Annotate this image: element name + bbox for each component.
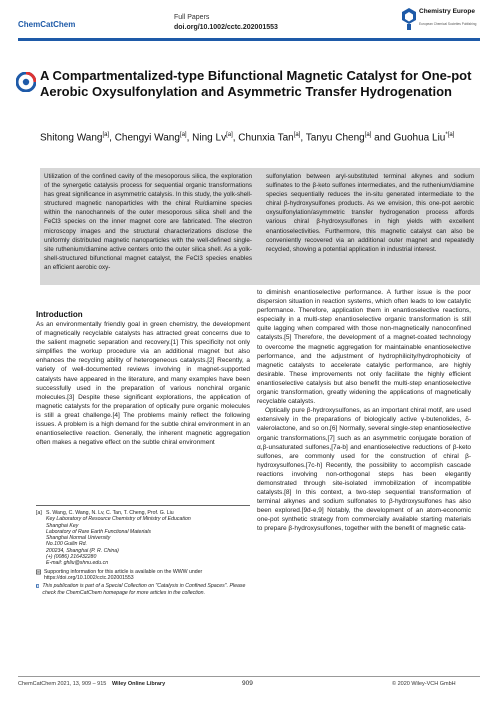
author-name: Guohua Liu — [393, 132, 446, 144]
abstract-box — [40, 168, 480, 285]
special-collection-note: This publication is part of a Special Collection on "Catalysis in Confined Spaces". Please check the ChemCatChem homepage for more articles in the collection. — [42, 583, 246, 596]
collection-icon — [36, 583, 39, 589]
author-affiliation-mark: [a] — [179, 132, 187, 138]
intro-paragraph: to diminish enantioselective performance. A further issue is the poor dispersion situation in reaction systems, which often leads to low catalytic performance. Therefore, application them in enantioselective reactions, especially in a multi-step enantioselective organic transformation is still quite lagging when compared with those non-magnetically nanoconfined catalysts.[5] Therefore, the development of a magnet-coated technology to overcome the magnetic aggregation for maintainable enantioselective performance, and the adjustment of hydrophilicity/hydrophobicity of magnetic catalysts to accelerate catalytic performance, are highly desirable. These improvements not only facilitate the highly efficient enantioselective catalysis but also benefit the multi-step enantioselective organic transformation, greatly widening the applications of magnetically recyclable catalysts. — [257, 289, 471, 406]
author-affiliation-mark: [a] — [364, 132, 372, 138]
chemistry-europe-logo — [402, 6, 488, 38]
journal-name: ChemCatChem — [18, 20, 76, 29]
intro-right-column — [257, 288, 471, 534]
abstract-right: sulfonylation between aryl-substituted terminal alkynes and sodium sulfinates to the β-keto sulfones intermediates, and the ruthenium/diamine species sequentially reduces the in-situ generated intermediate to the chiral β-hydroxysulfones products. As we envision, this one-pot aerobic oxysulfonylation/asymmetric transfer hydrogenation process affords various chiral β-hydroxysulfones in high yields with excellent enantioselectivities. Furthermore, this magnetic catalyst can also be conveniently recovered via an additional outer magnet and repeatedly recycled, showing a potential application in industrial interest. — [266, 173, 474, 253]
affiliation-line: No.100 Guilin Rd. — [46, 541, 87, 548]
intro-paragraph: As an environmentally friendly goal in green chemistry, the development of magnetically recyclable catalysts has attracted great concerns due to the salient magnetic separation and recovery.[1] This specificity not only simplifies the workup procedure via an additional magnet but also enhances the recycling ability of heterogeneous catalysts.[2] Recently, a variety of well-documented reviews involving in magnet-supported catalysts have appeared in the literature, and many examples have been successfully used in the preparation of various nonchiral organic molecules.[3] Despite these significant explorations, the application of magnetic catalysts for the preparation of optically pure organic molecules is still a great challenge.[4] The problems mainly reflect the following issues. A problem is a high demand for the subtle chiral environment in an enantioselective reaction. Generally, the inherent magnetic aggregation often makes a negative effect on the subtle chiral environment — [36, 321, 250, 447]
affiliation-line[interactable]: E-mail: ghliu@shnu.edu.cn — [46, 560, 109, 567]
logo-tagline: European Chemical Societies Publishing — [419, 22, 477, 26]
author-name: Chunxia Tan — [238, 132, 294, 144]
wiley-online-library-link[interactable]: Wiley Online Library — [112, 681, 166, 687]
crossmark-icon[interactable] — [16, 72, 36, 92]
footnote-label: [a] — [36, 510, 42, 516]
abstract-left: Utilization of the confined cavity of the mesoporous silica, the exploration of the synergetic catalysis process for sequential organic transformations has great significance in asymmetric catalysis. In this study, the yolk-shell-structured magnetic nanoparticles with the chiral Ru/diamine species within the nanochannels of the outer mesoporous silica shell and the FeCl3 species on the inner magnet core are fabricated. The electron microscopy images and the structural characterizations disclose the uniformly distributed magnetic nanoparticles with the well-defined single-site ruthenium/diamine active centers onto the outer silica shell. As a yolk-shell-structured bifunctional magnet catalyst, the FeCl3 species enables an efficient aerobic oxy- — [44, 173, 252, 271]
author-name: Chengyi Wang — [114, 132, 180, 144]
intro-left-column — [36, 320, 250, 447]
intro-paragraph: Optically pure β-hydroxysulfones, as an important chiral motif, are used extensively in the preparations of biologically active γ-butenolides, δ-valerolactone, and so on.[6] Normally, several single-step enantioselective organic transformations,[7] such as an asymmetric conjugate boration of α,β-unsaturated sulfones,[7a-b] and enantioselective reductions of β-keto sulfones, are commonly used for the construction of chiral β-hydroxysulfones.[7c-h] Recently, the possibility to accomplish cascade reactions involving non-orthogonal steps has been elegantly demonstrated through site-isolated immobilization of incompatible catalysts.[8] In this context, a two-step sequential transformation of terminal alkynes and sodium sulfonates to β-hydroxysulfones has also been explored.[9d-e,9] Notably, the development of an atom-economic one-pot synthetic strategy from commercially available starting materials to prepare β-hydroxysulfones, together with the benefit of magnetic cata- — [257, 407, 471, 533]
affiliation-line: Key Laboratory of Resource Chemistry of Ministry of Education — [46, 516, 191, 523]
article-title: A Compartmentalized-type Bifunctional Magnetic Catalyst for One-pot Aerobic Oxysulfonylation and Asymmetric Transfer Hydrogenation — [40, 68, 472, 99]
paper-type: Full Papers — [174, 14, 210, 21]
affiliation-line: Laboratory of Rare Earth Functional Materials — [46, 528, 151, 535]
logo-name: Chemistry Europe — [419, 8, 475, 15]
author-name: Tanyu Cheng — [305, 132, 365, 144]
author-affiliation-mark: *[a] — [445, 132, 455, 138]
author-affiliation-mark: [a] — [226, 132, 233, 138]
footer-citation: ChemCatChem 2021, 13, 909 – 915 — [18, 681, 107, 687]
author-affiliation-mark: [a] — [102, 132, 110, 138]
affiliation-line: Shanghai Key — [46, 522, 79, 529]
author-name: Ning Lv — [192, 132, 227, 144]
author-affiliation-mark: [a] — [293, 132, 301, 138]
intro-heading: Introduction — [36, 310, 83, 319]
footnotes — [36, 510, 250, 596]
doi-link[interactable]: doi.org/10.1002/cctc.202001553 — [174, 24, 278, 31]
page-number: 909 — [242, 680, 253, 687]
header-rule — [18, 38, 480, 41]
author-name: Shitong Wang — [40, 132, 103, 144]
footnote-rule — [36, 505, 250, 506]
footer-rule — [18, 676, 480, 677]
affiliation-line: (+) (0086) 216432280 — [46, 554, 97, 561]
copyright: © 2020 Wiley-VCH GmbH — [392, 681, 456, 687]
affiliation-line: 200234, Shanghai (P. R. China) — [46, 547, 119, 554]
supporting-info[interactable]: Supporting information for this article is available on the WWW under https://doi.org/10.1002/cctc.202001553 — [43, 568, 203, 581]
document-icon — [36, 569, 41, 575]
affiliation-line: Shanghai Normal University — [46, 535, 111, 542]
chemistry-europe-logo-icon — [402, 8, 416, 30]
author-list: Shitong Wang[a], Chengyi Wang[a], Ning Lv[a], Chunxia Tan[a], Tanyu Cheng[a] and Guohua Liu$^{*[a]}$ — [40, 132, 455, 144]
footnote-authors: S. Wang, C. Wang, N. Lv, C. Tan, T. Cheng, Prof. G. Liu — [46, 510, 174, 516]
